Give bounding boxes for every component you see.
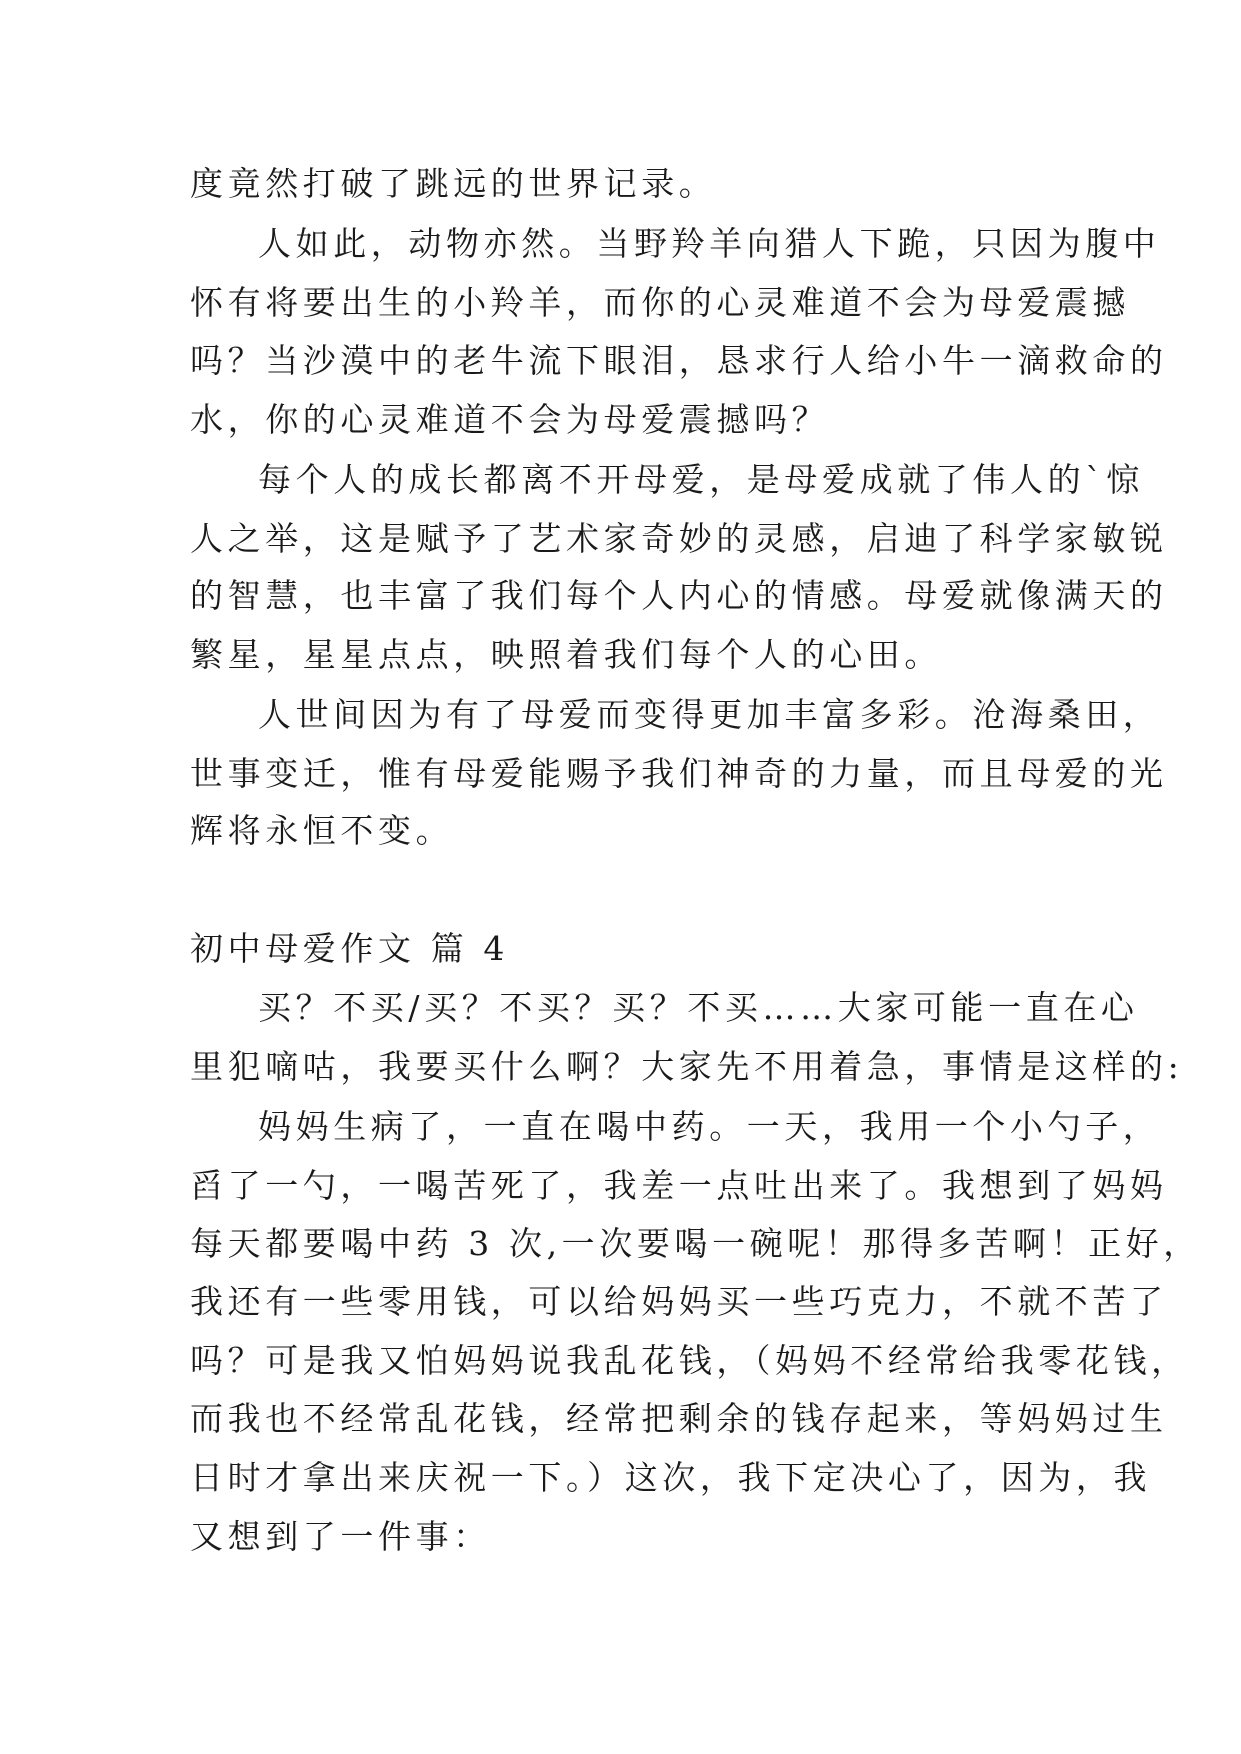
text-line: 的智慧，也丰富了我们每个人内心的情感。母爱就像满天的: [190, 576, 1168, 615]
paragraph-first-line: 买？不买/买？不买？买？不买……大家可能一直在心: [258, 988, 1139, 1027]
text-line: 而我也不经常乱花钱，经常把剩余的钱存起来，等妈妈过生: [190, 1399, 1168, 1438]
text-line: 辉将永恒不变。: [190, 811, 454, 850]
text-line: 怀有将要出生的小羚羊，而你的心灵难道不会为母爱震撼: [190, 283, 1130, 322]
paragraph-first-line: 每个人的成长都离不开母爱，是母爱成就了伟人的`惊: [258, 460, 1144, 499]
text-line: 世事变迁，惟有母爱能赐予我们神奇的力量，而且母爱的光: [190, 754, 1168, 793]
section-heading: 初中母爱作文 篇 4: [190, 929, 509, 968]
paragraph-first-line: 人如此，动物亦然。当野羚羊向猎人下跪，只因为腹中: [258, 224, 1161, 263]
text-line: 吗？当沙漠中的老牛流下眼泪，恳求行人给小牛一滴救命的: [190, 341, 1168, 380]
text-line: 我还有一些零用钱，可以给妈妈买一些巧克力，不就不苦了: [190, 1282, 1168, 1321]
text-line: 水，你的心灵难道不会为母爱震撼吗？: [190, 400, 830, 439]
text-line: 人之举，这是赋予了艺术家奇妙的灵感，启迪了科学家敏锐: [190, 519, 1168, 558]
text-line: 度竟然打破了跳远的世界记录。: [190, 164, 717, 203]
text-line: 繁星，星星点点，映照着我们每个人的心田。: [190, 635, 942, 674]
text-line: 每天都要喝中药 3 次,一次要喝一碗呢！那得多苦啊！正好，: [190, 1224, 1201, 1263]
text-line: 吗？可是我又怕妈妈说我乱花钱，（妈妈不经常给我零花钱，: [190, 1341, 1189, 1380]
text-line: 里犯嘀咕，我要买什么啊？大家先不用着急，事情是这样的:: [190, 1047, 1184, 1086]
text-line: 又想到了一件事：: [190, 1517, 491, 1556]
paragraph-first-line: 妈妈生病了，一直在喝中药。一天，我用一个小勺子，: [258, 1107, 1161, 1146]
text-line: 日时才拿出来庆祝一下。）这次，我下定决心了，因为，我: [190, 1458, 1152, 1497]
paragraph-first-line: 人世间因为有了母爱而变得更加丰富多彩。沧海桑田，: [258, 695, 1161, 734]
text-line: 舀了一勺，一喝苦死了，我差一点吐出来了。我想到了妈妈: [190, 1166, 1168, 1205]
